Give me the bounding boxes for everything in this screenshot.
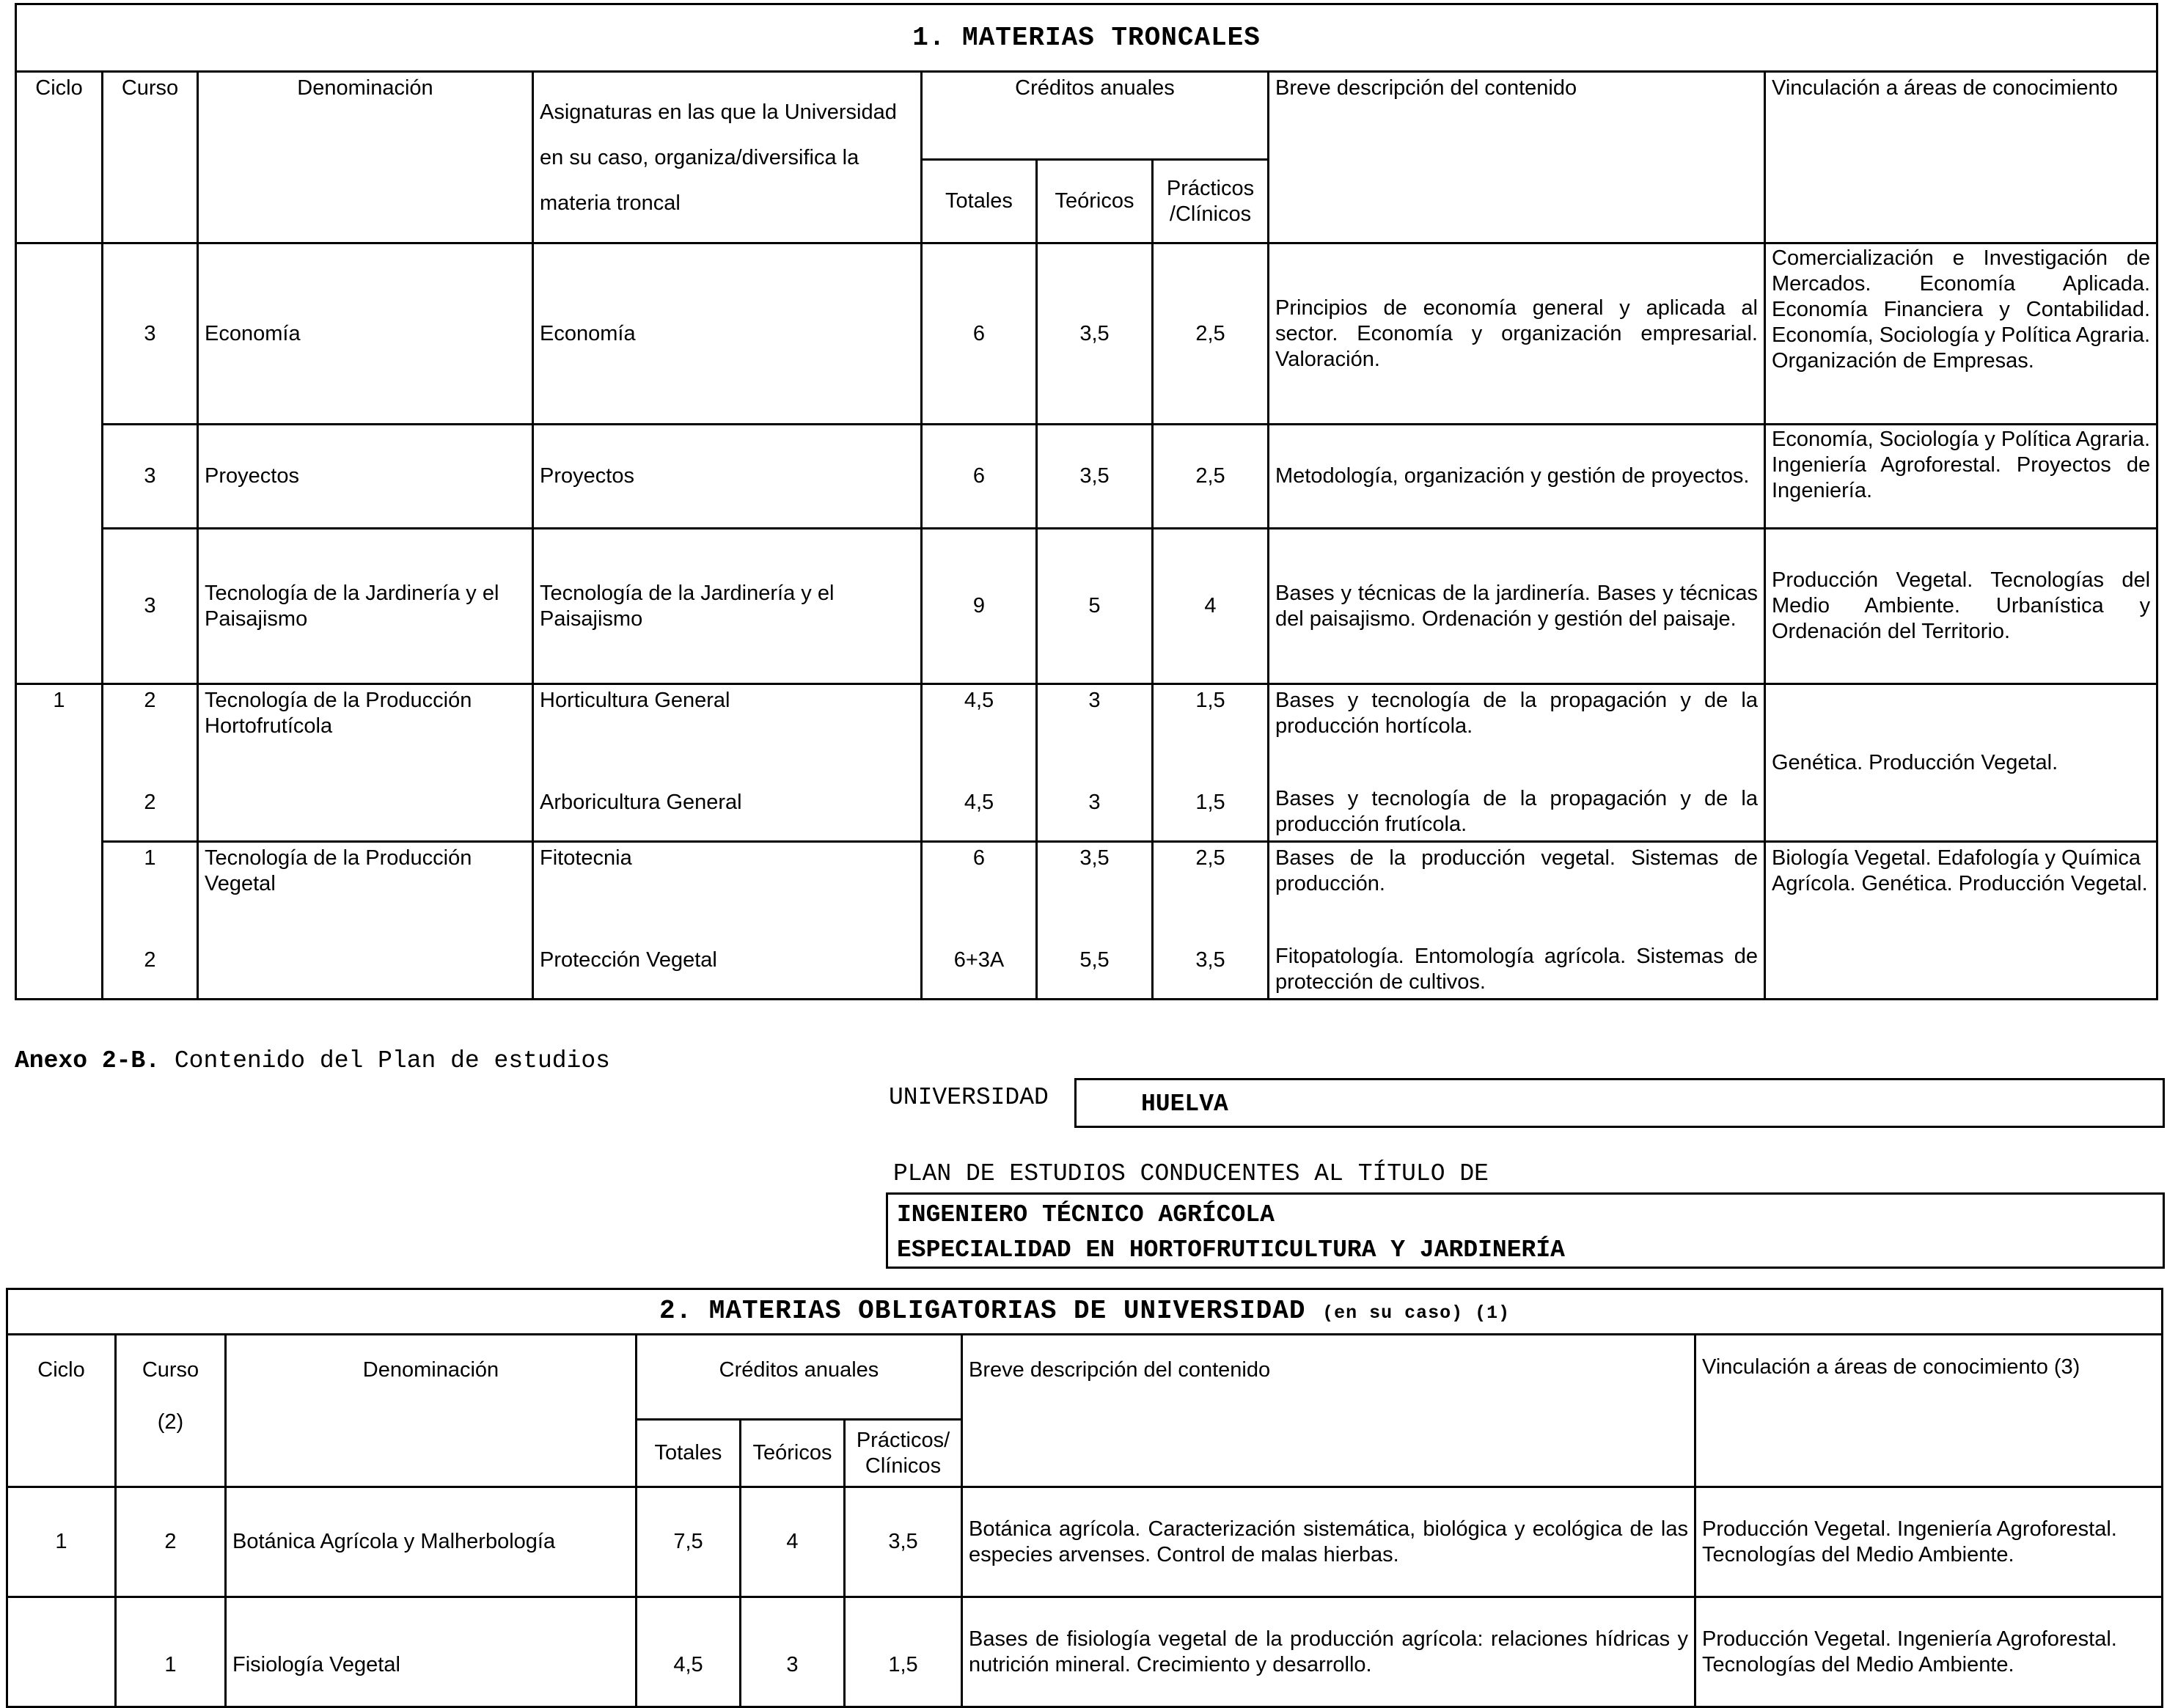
curso-value: 1 bbox=[144, 846, 156, 870]
cell-vinculacion: Economía, Sociología y Política Agraria. Ingeniería Agroforestal. Proyectos de Ingeniería. bbox=[1765, 425, 2157, 529]
curso-value: 2 bbox=[144, 689, 156, 712]
cell-denominacion: Proyectos bbox=[198, 425, 533, 529]
cell-totales: 4,5 bbox=[637, 1597, 741, 1707]
cell-practicos bbox=[1153, 842, 1269, 1000]
header-curso-label: Curso bbox=[142, 1358, 199, 1382]
teoricos-value: 3,5 bbox=[1079, 846, 1110, 870]
cell-asignatura: Tecnología de la Jardinería y el Paisajismo bbox=[533, 529, 922, 684]
cell-teoricos: 4 bbox=[741, 1487, 845, 1597]
cell-totales: 6 bbox=[922, 425, 1037, 529]
cell-denominacion: Tecnología de la Producción Vegetal bbox=[198, 842, 533, 1000]
cell-ciclo: 1 bbox=[16, 684, 103, 1000]
cell-asignatura: Economía bbox=[533, 243, 922, 425]
cell-descripcion: Metodología, organización y gestión de proyectos. bbox=[1269, 425, 1765, 529]
cell-vinculacion: Producción Vegetal. Tecnologías del Medio Ambiente. Urbanística y Ordenación del Territorio. bbox=[1765, 529, 2157, 684]
asignatura-value: Protección Vegetal bbox=[540, 948, 717, 972]
cell-curso: 3 bbox=[103, 529, 198, 684]
cell-curso bbox=[103, 684, 198, 842]
asignatura-value: Arboricultura General bbox=[540, 791, 742, 814]
cell-ciclo bbox=[16, 243, 103, 684]
header-curso: Curso bbox=[103, 72, 198, 243]
totales-value: 4,5 bbox=[964, 689, 994, 712]
table-title: 1. MATERIAS TRONCALES bbox=[16, 4, 2157, 72]
cell-curso: 2 bbox=[116, 1487, 226, 1597]
teoricos-value: 5,5 bbox=[1079, 948, 1110, 972]
header-curso bbox=[116, 1335, 226, 1487]
totales-value: 4,5 bbox=[964, 791, 994, 814]
practicos-value: 1,5 bbox=[1195, 791, 1225, 814]
cell-descripcion: Bases y técnicas de la jardinería. Bases y técnicas del paisajismo. Ordenación y gestión del paisaje. bbox=[1269, 529, 1765, 684]
header-totales: Totales bbox=[922, 160, 1037, 243]
table-row bbox=[16, 529, 2157, 684]
cell-denominacion: Botánica Agrícola y Malherbología bbox=[226, 1487, 637, 1597]
titulo-line-1: INGENIERO TÉCNICO AGRÍCOLA bbox=[897, 1201, 1275, 1228]
curso-value: 2 bbox=[144, 948, 156, 972]
header-creditos: Créditos anuales bbox=[637, 1335, 962, 1420]
header-ciclo: Ciclo bbox=[16, 72, 103, 243]
asignatura-value: Fitotecnia bbox=[540, 846, 632, 870]
cell-practicos: 2,5 bbox=[1153, 243, 1269, 425]
annex-label: Anexo 2-B. bbox=[15, 1047, 161, 1074]
cell-totales bbox=[922, 842, 1037, 1000]
table-row bbox=[16, 842, 2157, 1000]
teoricos-value: 3 bbox=[1088, 689, 1101, 712]
cell-curso: 3 bbox=[103, 243, 198, 425]
table-title bbox=[7, 1289, 2163, 1335]
table-title-note: (en su caso) (1) bbox=[1322, 1302, 1511, 1324]
header-totales: Totales bbox=[637, 1420, 741, 1487]
cell-descripcion bbox=[1269, 684, 1765, 842]
header-curso-note: (2) bbox=[157, 1410, 184, 1434]
cell-totales: 9 bbox=[922, 529, 1037, 684]
table-row bbox=[7, 1597, 2163, 1707]
universidad-field bbox=[1074, 1078, 2165, 1128]
header-creditos: Créditos anuales bbox=[922, 72, 1269, 160]
titulo-line-2: ESPECIALIDAD EN HORTOFRUTICULTURA Y JARDINERÍA bbox=[897, 1236, 1565, 1264]
cell-vinculacion: Producción Vegetal. Ingeniería Agroforestal. Tecnologías del Medio Ambiente. bbox=[1695, 1597, 2163, 1707]
table-row bbox=[16, 425, 2157, 529]
cell-asignatura bbox=[533, 842, 922, 1000]
cell-ciclo bbox=[7, 1597, 116, 1707]
cell-asignatura bbox=[533, 684, 922, 842]
universidad-value: HUELVA bbox=[1141, 1091, 1228, 1118]
universidad-label: UNIVERSIDAD bbox=[889, 1084, 1049, 1111]
header-descripcion: Breve descripción del contenido bbox=[1269, 72, 1765, 243]
cell-practicos: 1,5 bbox=[845, 1597, 962, 1707]
totales-value: 6+3A bbox=[953, 948, 1005, 972]
cell-descripcion: Botánica agrícola. Caracterización sistemática, biológica y ecológica de las especies arvenses. Control de malas hierbas. bbox=[962, 1487, 1695, 1597]
cell-teoricos: 3 bbox=[741, 1597, 845, 1707]
header-descripcion: Breve descripción del contenido bbox=[962, 1335, 1695, 1487]
cell-teoricos bbox=[1037, 684, 1153, 842]
header-vinculacion: Vinculación a áreas de conocimiento bbox=[1765, 72, 2157, 243]
header-teoricos: Teóricos bbox=[741, 1420, 845, 1487]
cell-practicos: 3,5 bbox=[845, 1487, 962, 1597]
cell-curso: 3 bbox=[103, 425, 198, 529]
header-teoricos: Teóricos bbox=[1037, 160, 1153, 243]
header-asignaturas: Asignaturas en las que la Universidad en su caso, organiza/diversifica la materia troncal bbox=[533, 72, 922, 243]
cell-asignatura: Proyectos bbox=[533, 425, 922, 529]
cell-denominacion: Tecnología de la Producción Hortofrutícola bbox=[198, 684, 533, 842]
practicos-value: 2,5 bbox=[1195, 846, 1225, 870]
practicos-value: 1,5 bbox=[1195, 689, 1225, 712]
cell-totales: 6 bbox=[922, 243, 1037, 425]
cell-vinculacion: Genética. Producción Vegetal. bbox=[1765, 684, 2157, 842]
cell-teoricos: 3,5 bbox=[1037, 425, 1153, 529]
asignatura-value: Horticultura General bbox=[540, 689, 730, 712]
cell-vinculacion: Biología Vegetal. Edafología y Química Agrícola. Genética. Producción Vegetal. bbox=[1765, 842, 2157, 1000]
plan-label: PLAN DE ESTUDIOS CONDUCENTES AL TÍTULO DE bbox=[893, 1160, 1489, 1187]
cell-ciclo: 1 bbox=[7, 1487, 116, 1597]
descripcion-value: Bases y tecnología de la propagación y de la producción hortícola. bbox=[1275, 689, 1758, 738]
header-practicos: Prácticos /Clínicos bbox=[1153, 160, 1269, 243]
header-vinculacion: Vinculación a áreas de conocimiento (3) bbox=[1695, 1335, 2163, 1487]
table-row bbox=[16, 243, 2157, 425]
cell-vinculacion: Comercialización e Investigación de Mercados. Economía Aplicada. Economía Financiera y Contabilidad. Economía, Sociología y Política Agraria. Organización de Empresas. bbox=[1765, 243, 2157, 425]
cell-practicos bbox=[1153, 684, 1269, 842]
titulo-field bbox=[886, 1192, 2165, 1269]
cell-denominacion: Fisiología Vegetal bbox=[226, 1597, 637, 1707]
cell-descripcion: Bases de fisiología vegetal de la producción agrícola: relaciones hídricas y nutrición mineral. Crecimiento y desarrollo. bbox=[962, 1597, 1695, 1707]
annex-heading bbox=[15, 1047, 610, 1074]
cell-descripcion bbox=[1269, 842, 1765, 1000]
cell-denominacion: Economía bbox=[198, 243, 533, 425]
cell-totales: 7,5 bbox=[637, 1487, 741, 1597]
cell-denominacion: Tecnología de la Jardinería y el Paisajismo bbox=[198, 529, 533, 684]
teoricos-value: 3 bbox=[1088, 791, 1101, 814]
materias-troncales-table bbox=[15, 3, 2158, 1000]
header-practicos: Prácticos/ Clínicos bbox=[845, 1420, 962, 1487]
cell-teoricos bbox=[1037, 842, 1153, 1000]
cell-teoricos: 3,5 bbox=[1037, 243, 1153, 425]
annex-text: Contenido del Plan de estudios bbox=[174, 1047, 610, 1074]
header-ciclo: Ciclo bbox=[7, 1335, 116, 1487]
cell-curso: 1 bbox=[116, 1597, 226, 1707]
cell-descripcion: Principios de economía general y aplicada al sector. Economía y organización empresarial. Valoración. bbox=[1269, 243, 1765, 425]
cell-practicos: 4 bbox=[1153, 529, 1269, 684]
table-row bbox=[7, 1487, 2163, 1597]
cell-totales bbox=[922, 684, 1037, 842]
table-row bbox=[16, 684, 2157, 842]
descripcion-value: Bases de la producción vegetal. Sistemas de producción. bbox=[1275, 846, 1758, 895]
practicos-value: 3,5 bbox=[1195, 948, 1225, 972]
descripcion-value: Bases y tecnología de la propagación y de la producción frutícola. bbox=[1275, 787, 1758, 836]
header-denominacion: Denominación bbox=[226, 1335, 637, 1487]
header-denominacion: Denominación bbox=[198, 72, 533, 243]
table-title-text: 2. MATERIAS OBLIGATORIAS DE UNIVERSIDAD bbox=[659, 1295, 1306, 1326]
descripcion-value: Fitopatología. Entomología agrícola. Sistemas de protección de cultivos. bbox=[1275, 945, 1758, 994]
cell-practicos: 2,5 bbox=[1153, 425, 1269, 529]
cell-teoricos: 5 bbox=[1037, 529, 1153, 684]
totales-value: 6 bbox=[972, 846, 986, 870]
cell-curso bbox=[103, 842, 198, 1000]
cell-vinculacion: Producción Vegetal. Ingeniería Agroforestal. Tecnologías del Medio Ambiente. bbox=[1695, 1487, 2163, 1597]
materias-obligatorias-table bbox=[6, 1288, 2163, 1708]
curso-value: 2 bbox=[144, 791, 156, 814]
